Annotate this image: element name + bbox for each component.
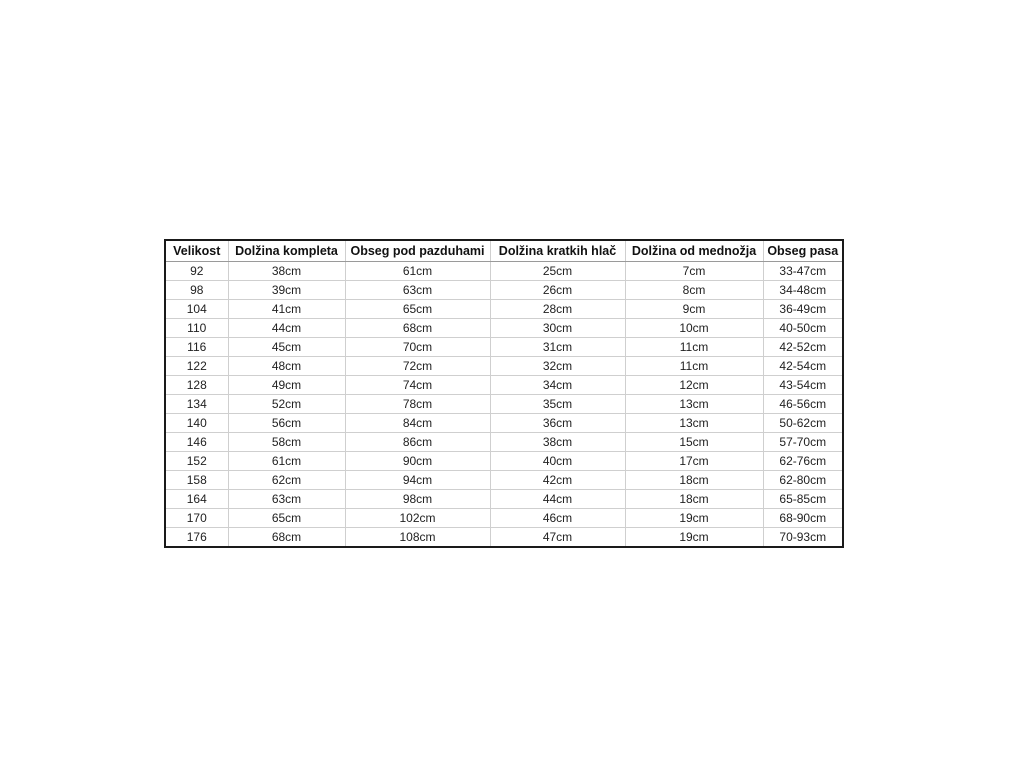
waist-cell: 62-80cm [763, 471, 843, 490]
chest-cell: 63cm [345, 281, 490, 300]
table-row [165, 376, 843, 395]
header-velikost: Velikost [165, 240, 228, 262]
table-body [165, 262, 843, 548]
set-length-cell: 49cm [228, 376, 345, 395]
table-row [165, 395, 843, 414]
shorts-length-cell: 35cm [490, 395, 625, 414]
header-obseg-pasa: Obseg pasa [763, 240, 843, 262]
set-length-cell: 58cm [228, 433, 345, 452]
table-row [165, 338, 843, 357]
set-length-cell: 62cm [228, 471, 345, 490]
size-cell: 146 [165, 433, 228, 452]
table-row [165, 414, 843, 433]
shorts-length-cell: 25cm [490, 262, 625, 281]
size-cell: 140 [165, 414, 228, 433]
chest-cell: 94cm [345, 471, 490, 490]
size-chart-table [164, 239, 844, 548]
chest-cell: 61cm [345, 262, 490, 281]
set-length-cell: 52cm [228, 395, 345, 414]
inseam-cell: 18cm [625, 490, 763, 509]
set-length-cell: 45cm [228, 338, 345, 357]
chest-cell: 78cm [345, 395, 490, 414]
chest-cell: 90cm [345, 452, 490, 471]
waist-cell: 62-76cm [763, 452, 843, 471]
table-header [165, 240, 843, 262]
waist-cell: 42-54cm [763, 357, 843, 376]
inseam-cell: 13cm [625, 395, 763, 414]
size-cell: 134 [165, 395, 228, 414]
waist-cell: 50-62cm [763, 414, 843, 433]
shorts-length-cell: 36cm [490, 414, 625, 433]
shorts-length-cell: 32cm [490, 357, 625, 376]
waist-cell: 42-52cm [763, 338, 843, 357]
table-row [165, 433, 843, 452]
inseam-cell: 12cm [625, 376, 763, 395]
size-cell: 110 [165, 319, 228, 338]
inseam-cell: 15cm [625, 433, 763, 452]
shorts-length-cell: 44cm [490, 490, 625, 509]
chest-cell: 84cm [345, 414, 490, 433]
inseam-cell: 19cm [625, 528, 763, 548]
chest-cell: 65cm [345, 300, 490, 319]
set-length-cell: 61cm [228, 452, 345, 471]
size-cell: 116 [165, 338, 228, 357]
chest-cell: 86cm [345, 433, 490, 452]
inseam-cell: 19cm [625, 509, 763, 528]
shorts-length-cell: 47cm [490, 528, 625, 548]
chest-cell: 72cm [345, 357, 490, 376]
set-length-cell: 63cm [228, 490, 345, 509]
header-dolzina-od-medn-ozja: Dolžina od mednožja [625, 240, 763, 262]
chest-cell: 108cm [345, 528, 490, 548]
header-dolzina-kratkih-hlac: Dolžina kratkih hlač [490, 240, 625, 262]
inseam-cell: 10cm [625, 319, 763, 338]
inseam-cell: 11cm [625, 338, 763, 357]
table-row [165, 281, 843, 300]
shorts-length-cell: 38cm [490, 433, 625, 452]
waist-cell: 68-90cm [763, 509, 843, 528]
size-cell: 104 [165, 300, 228, 319]
shorts-length-cell: 40cm [490, 452, 625, 471]
shorts-length-cell: 34cm [490, 376, 625, 395]
table-row [165, 319, 843, 338]
table-row [165, 357, 843, 376]
table-row [165, 528, 843, 548]
set-length-cell: 41cm [228, 300, 345, 319]
chest-cell: 70cm [345, 338, 490, 357]
waist-cell: 43-54cm [763, 376, 843, 395]
table-row [165, 490, 843, 509]
inseam-cell: 18cm [625, 471, 763, 490]
set-length-cell: 65cm [228, 509, 345, 528]
chest-cell: 74cm [345, 376, 490, 395]
shorts-length-cell: 31cm [490, 338, 625, 357]
set-length-cell: 48cm [228, 357, 345, 376]
size-cell: 170 [165, 509, 228, 528]
table-row [165, 262, 843, 281]
table-row [165, 452, 843, 471]
chest-cell: 102cm [345, 509, 490, 528]
set-length-cell: 68cm [228, 528, 345, 548]
inseam-cell: 9cm [625, 300, 763, 319]
waist-cell: 70-93cm [763, 528, 843, 548]
waist-cell: 34-48cm [763, 281, 843, 300]
table-row [165, 509, 843, 528]
inseam-cell: 8cm [625, 281, 763, 300]
size-cell: 164 [165, 490, 228, 509]
inseam-cell: 11cm [625, 357, 763, 376]
inseam-cell: 17cm [625, 452, 763, 471]
waist-cell: 36-49cm [763, 300, 843, 319]
size-cell: 122 [165, 357, 228, 376]
header-dolzina-kompleta: Dolžina kompleta [228, 240, 345, 262]
chest-cell: 98cm [345, 490, 490, 509]
shorts-length-cell: 42cm [490, 471, 625, 490]
set-length-cell: 39cm [228, 281, 345, 300]
size-cell: 128 [165, 376, 228, 395]
size-cell: 92 [165, 262, 228, 281]
set-length-cell: 56cm [228, 414, 345, 433]
waist-cell: 65-85cm [763, 490, 843, 509]
shorts-length-cell: 28cm [490, 300, 625, 319]
waist-cell: 46-56cm [763, 395, 843, 414]
chest-cell: 68cm [345, 319, 490, 338]
size-cell: 98 [165, 281, 228, 300]
waist-cell: 33-47cm [763, 262, 843, 281]
size-cell: 152 [165, 452, 228, 471]
size-cell: 158 [165, 471, 228, 490]
set-length-cell: 44cm [228, 319, 345, 338]
size-cell: 176 [165, 528, 228, 548]
waist-cell: 40-50cm [763, 319, 843, 338]
header-row [165, 240, 843, 262]
shorts-length-cell: 30cm [490, 319, 625, 338]
shorts-length-cell: 26cm [490, 281, 625, 300]
table-row [165, 300, 843, 319]
inseam-cell: 7cm [625, 262, 763, 281]
waist-cell: 57-70cm [763, 433, 843, 452]
header-obseg-pod-pazduhami: Obseg pod pazduhami [345, 240, 490, 262]
set-length-cell: 38cm [228, 262, 345, 281]
table-row [165, 471, 843, 490]
inseam-cell: 13cm [625, 414, 763, 433]
shorts-length-cell: 46cm [490, 509, 625, 528]
